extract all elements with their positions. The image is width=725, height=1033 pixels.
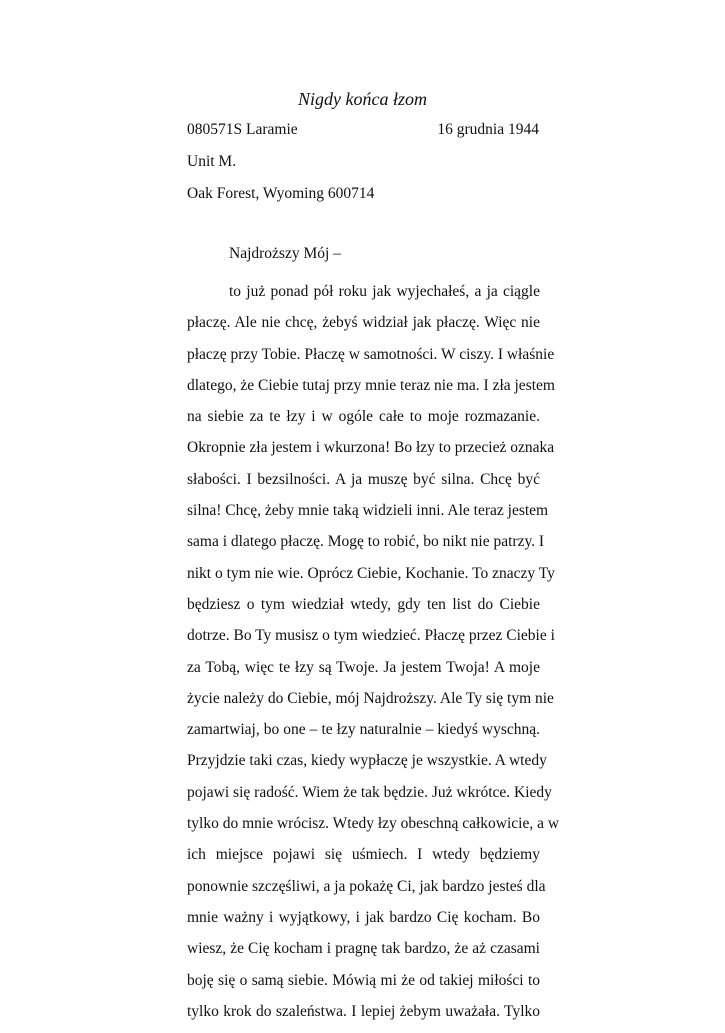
body-line: za Tobą, więc te łzy są Twoje. Ja jestem Twoja! A moje bbox=[187, 658, 540, 676]
body-line: słabości. I bezsilności. A ja muszę być silna. Chcę być bbox=[187, 470, 540, 488]
body-line: będziesz o tym wiedział wtedy, gdy ten list do Ciebie bbox=[187, 595, 540, 613]
unit-line: Unit M. bbox=[187, 153, 237, 170]
body-line: mnie ważny i wyjątkowy, i jak bardzo Cię kocham. Bo bbox=[187, 908, 540, 926]
body-line: na siebie za te łzy i w ogóle całe to moje rozmazanie. bbox=[187, 408, 540, 426]
body-line: płaczę przy Tobie. Płaczę w samotności. W ciszy. I właśnie bbox=[187, 345, 555, 363]
body-line: dlatego, że Ciebie tutaj przy mnie teraz nie ma. I zła jestem bbox=[187, 376, 555, 394]
body-line: sama i dlatego płaczę. Mogę to robić, bo nikt nie patrzy. I bbox=[187, 533, 545, 551]
body-line: pojawi się radość. Wiem że tak będzie. Już wkrótce. Kiedy bbox=[187, 783, 552, 801]
body-line: silna! Chcę, żeby mnie taką widzieli inni. Ale teraz jestem bbox=[187, 502, 549, 520]
body-line: zamartwiaj, bo one – te łzy naturalnie – kiedyś wyschną. bbox=[187, 721, 540, 739]
body-line: tylko krok do szaleństwa. I lepiej żebym uważała. Tylko bbox=[187, 1002, 540, 1020]
sender-line: 080571S Laramie bbox=[187, 121, 298, 138]
document-title: Nigdy końca łzom bbox=[298, 89, 427, 109]
letter-date: 16 grudnia 1944 bbox=[437, 121, 539, 138]
body-line: życie należy do Ciebie, mój Najdroższy. Ale Ty się tym nie bbox=[187, 689, 554, 707]
body-line: to już ponad pół roku jak wyjechałeś, a ja ciągle bbox=[229, 283, 540, 300]
address-line: Oak Forest, Wyoming 600714 bbox=[187, 185, 375, 202]
body-line: ponownie szczęśliwi, a ja pokażę Ci, jak bardzo jesteś dla bbox=[187, 877, 546, 895]
body-line: tylko do mnie wrócisz. Wtedy łzy obeschną całkowicie, a w bbox=[187, 815, 560, 833]
salutation: Najdroższy Mój – bbox=[229, 245, 341, 262]
body-line: Okropnie zła jestem i wkurzona! Bo łzy to przecież oznaka bbox=[187, 439, 555, 457]
body-line: wiesz, że Cię kocham i pragnę tak bardzo, że aż czasami bbox=[187, 940, 540, 958]
body-line: płaczę. Ale nie chcę, żebyś widział jak płaczę. Więc nie bbox=[187, 314, 540, 332]
sender-date-line bbox=[187, 120, 539, 140]
body-line: ich miejsce pojawi się uśmiech. I wtedy będziemy bbox=[187, 846, 540, 864]
body-line: boję się o samą siebie. Mówią mi że od takiej miłości to bbox=[187, 971, 540, 989]
letter-body bbox=[187, 282, 560, 1033]
body-line: dotrze. Bo Ty musisz o tym wiedzieć. Płaczę przez Ciebie i bbox=[187, 627, 555, 645]
body-line: nikt o tym nie wie. Oprócz Ciebie, Kochanie. To znaczy Ty bbox=[187, 564, 555, 582]
body-line: Przyjdzie taki czas, kiedy wypłaczę je wszystkie. A wtedy bbox=[187, 752, 547, 770]
